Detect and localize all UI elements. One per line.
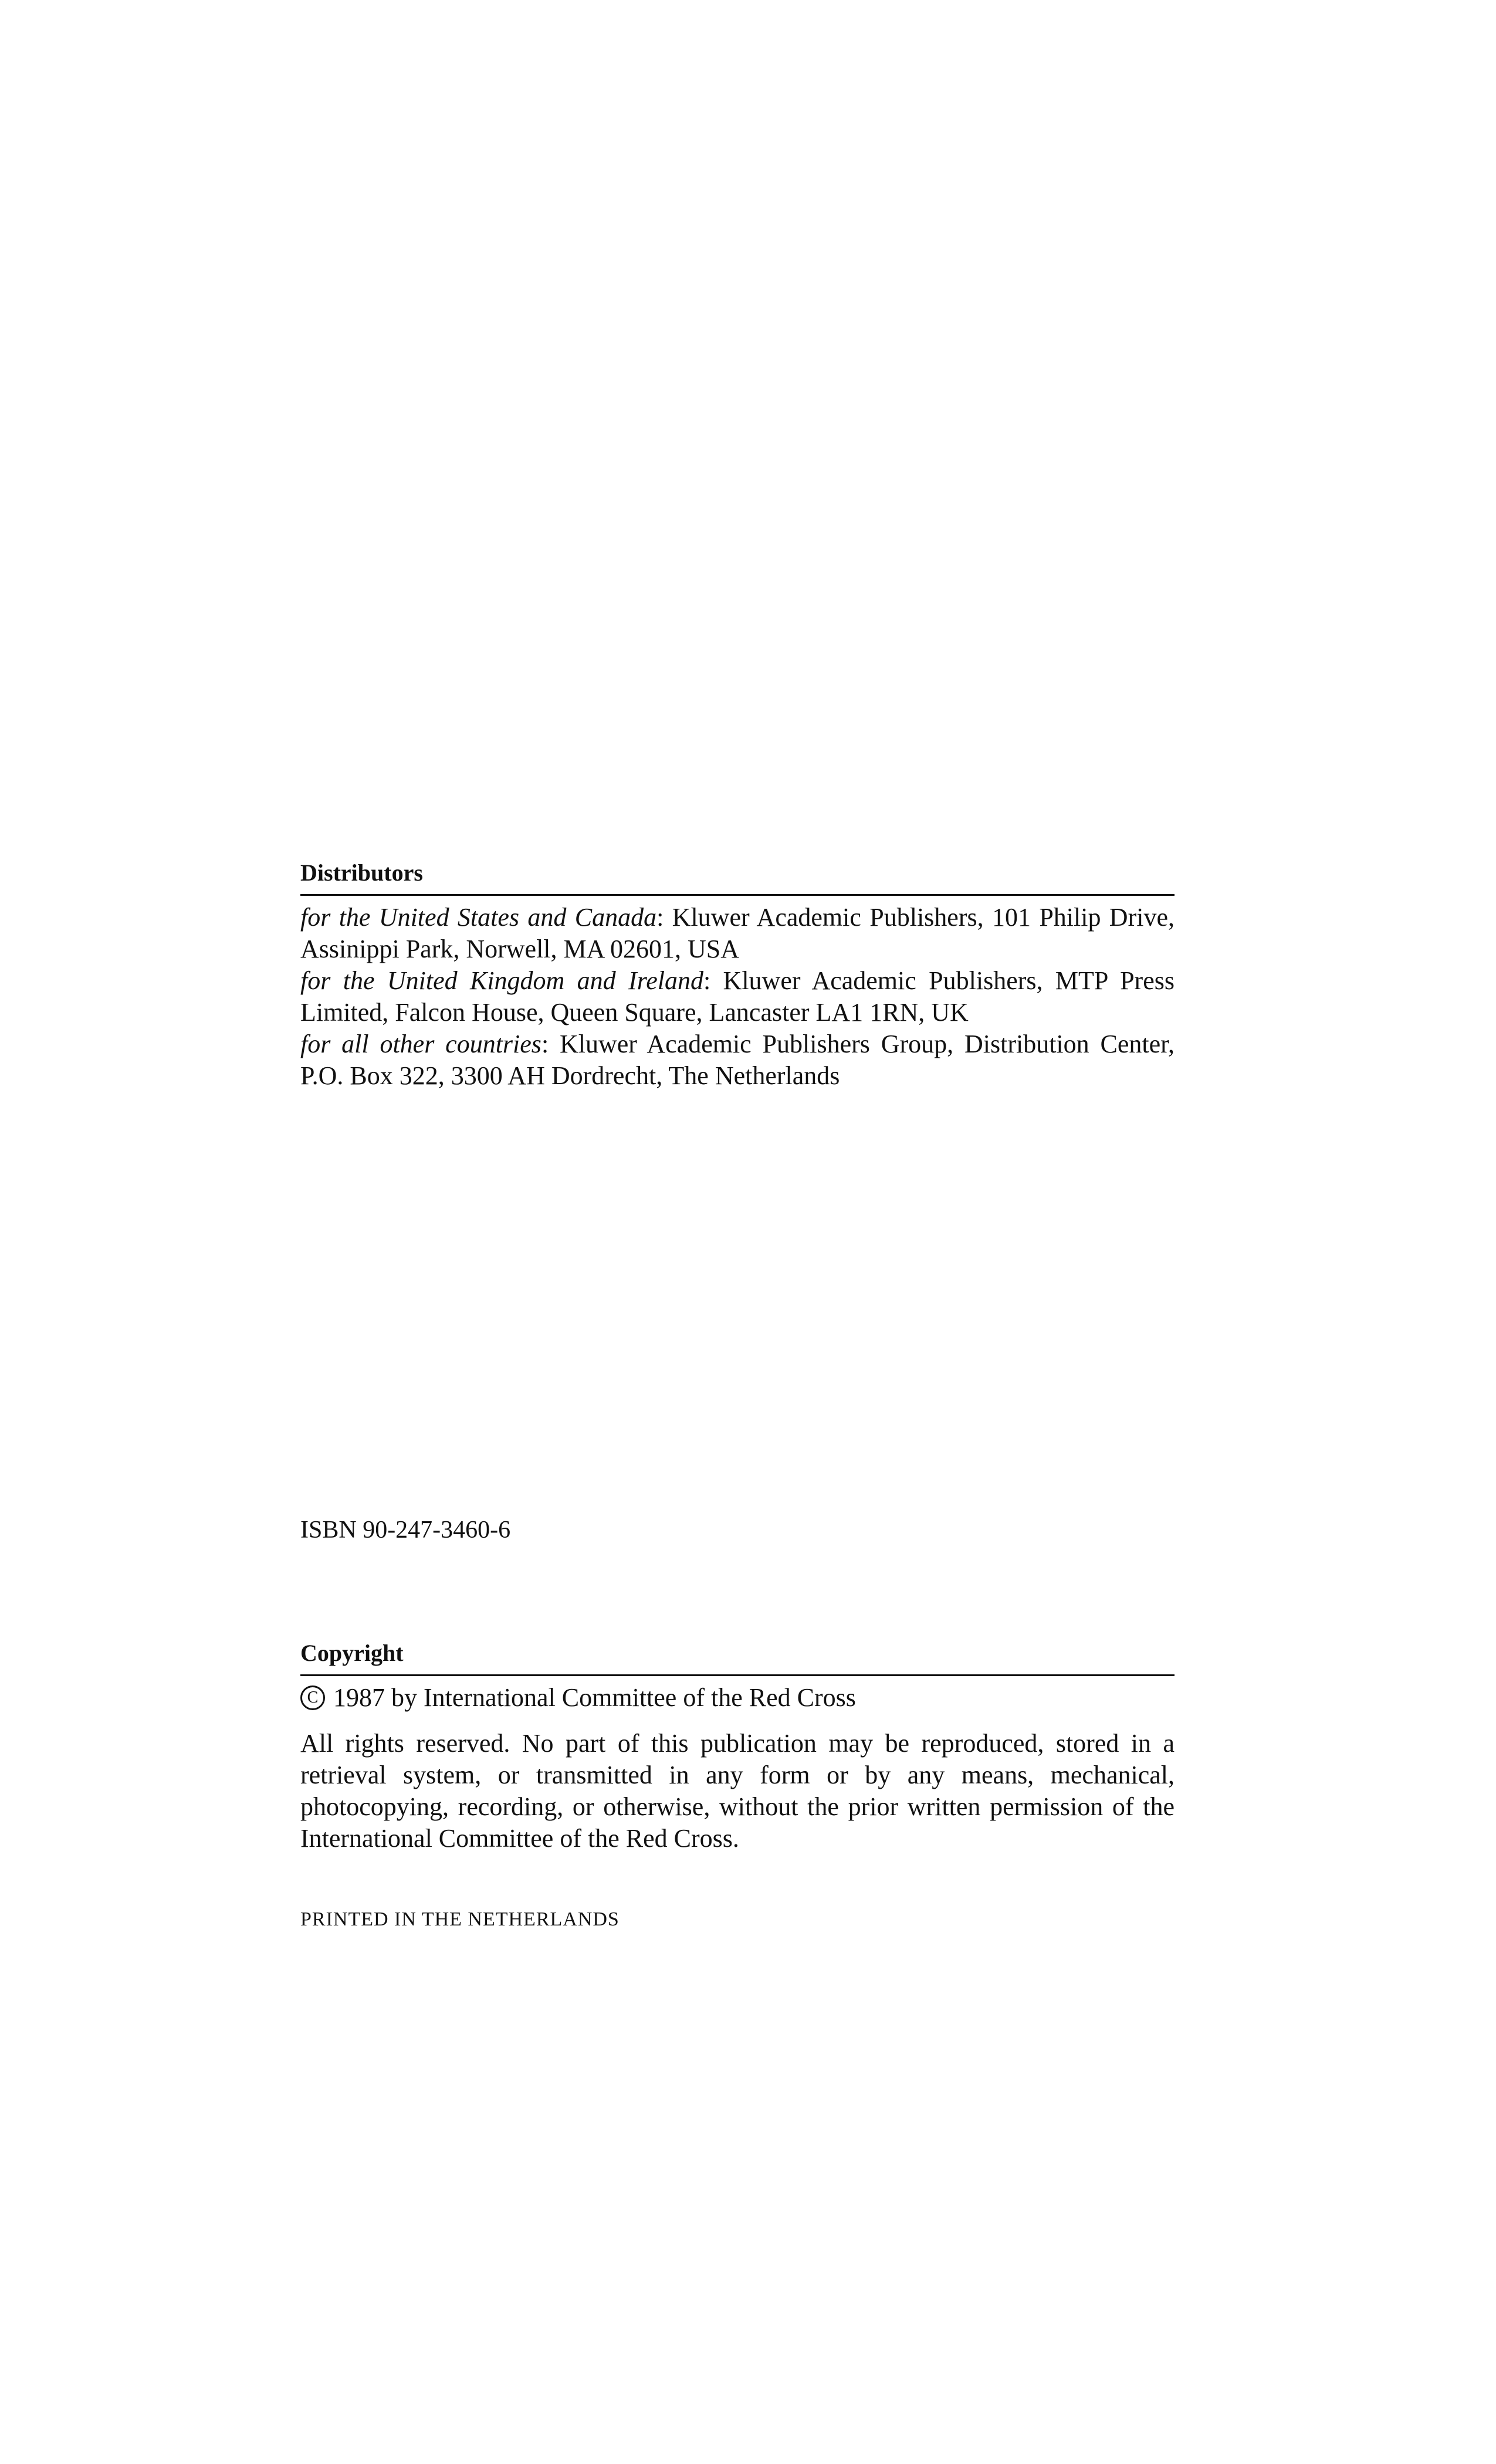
distributors-section [300, 858, 1175, 1092]
isbn-number: ISBN 90-247-3460-6 [300, 1517, 511, 1544]
distributor-region: for all other countries [300, 1030, 541, 1058]
copyright-heading: Copyright [300, 1638, 1175, 1676]
copyright-section [300, 1638, 1175, 1854]
distributor-region: for the United States and Canada [300, 903, 657, 932]
rights-statement: All rights reserved. No part of this publication may be reproduced, stored in a retrieval system, or transmitted in any form or by any means, mechanical, photocopying, recording, or otherwise, without the prior written permission of the International Committee of the Red Cross. [300, 1729, 1175, 1853]
distributor-address: : Kluwer Academic Publishers, 101 Philip Drive, Assinippi Park, Norwell, MA 02601, USA [300, 903, 1175, 963]
distributor-region: for the United Kingdom and Ireland [300, 966, 703, 995]
copyright-notice [300, 1682, 1175, 1714]
distributor-entry [300, 902, 1175, 965]
distributor-entry [300, 1028, 1175, 1092]
distributors-entries [300, 902, 1175, 1092]
copyright-notice-text: 1987 by International Committee of the Red Cross [333, 1683, 856, 1712]
distributors-heading: Distributors [300, 858, 1175, 896]
copyright-symbol-icon: C [300, 1685, 325, 1710]
distributor-address: : Kluwer Academic Publishers Group, Distribution Center, P.O. Box 322, 3300 AH Dordrecht, The Netherlands [300, 1030, 1175, 1090]
distributor-address: : Kluwer Academic Publishers, MTP Press Limited, Falcon House, Queen Square, Lancaster LA1 1RN, UK [300, 966, 1175, 1027]
printed-in-line: PRINTED IN THE NETHERLANDS [300, 1908, 620, 1930]
distributor-entry [300, 965, 1175, 1028]
